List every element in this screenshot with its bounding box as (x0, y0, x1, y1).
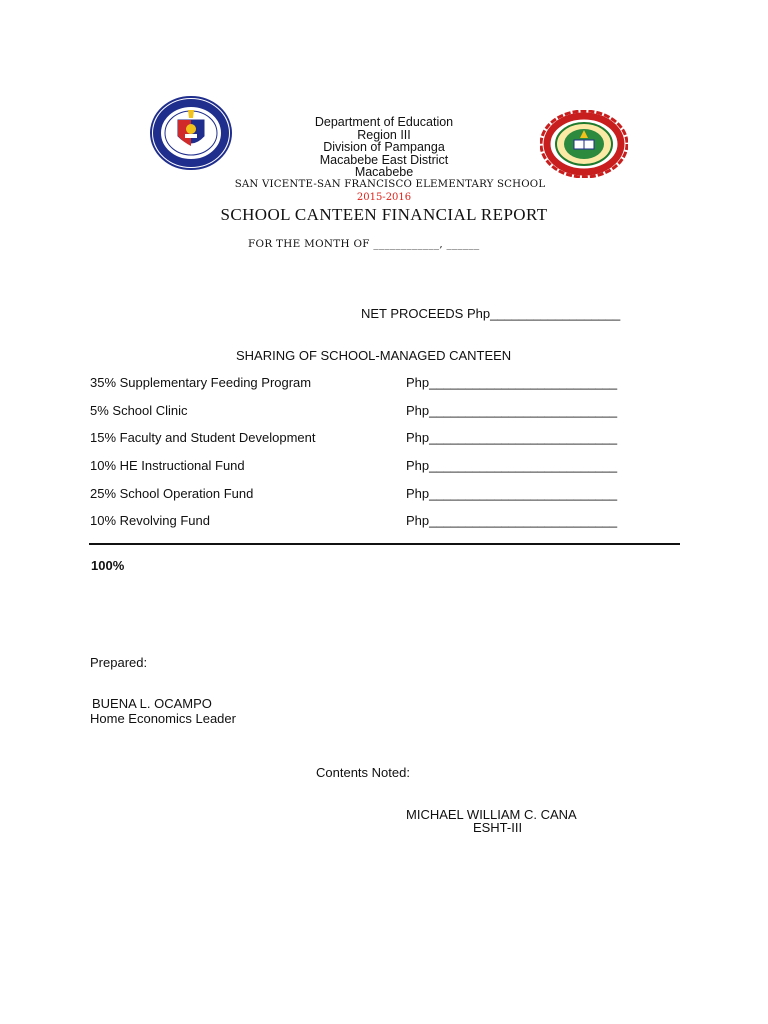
school-seal-logo (540, 110, 628, 178)
total-percent: 100% (91, 558, 125, 573)
deped-seal-logo (150, 96, 232, 170)
header-region: Region III (357, 128, 411, 142)
net-proceeds: NET PROCEEDS Php__________________ (361, 306, 621, 321)
row-php-field: Php__________________________ (406, 513, 618, 528)
row-php-field: Php__________________________ (406, 486, 618, 501)
noted-label: Contents Noted: (316, 765, 410, 780)
noted-position: ESHT-III (472, 820, 523, 835)
sharing-title: SHARING OF SCHOOL-MANAGED CANTEEN (236, 348, 512, 363)
header-district: Macabebe East District (319, 153, 449, 167)
report-title: SCHOOL CANTEEN FINANCIAL REPORT (220, 205, 548, 224)
row-php-field: Php__________________________ (406, 403, 618, 418)
school-year: 2015-2016 (356, 192, 412, 203)
header-municipality: Macabebe (354, 165, 414, 179)
row-label: 35% Supplementary Feeding Program (90, 375, 312, 390)
header-division: Division of Pampanga (323, 140, 445, 154)
month-line: FOR THE MONTH OF ____________, ______ (248, 238, 480, 250)
row-label: 15% Faculty and Student Development (90, 430, 316, 445)
prepared-name: BUENA L. OCAMPO (92, 696, 212, 711)
row-php-field: Php__________________________ (406, 375, 618, 390)
row-label: 10% Revolving Fund (90, 513, 210, 528)
total-divider (89, 543, 680, 545)
row-label: 25% School Operation Fund (90, 486, 254, 501)
row-label: 5% School Clinic (90, 403, 188, 418)
noted-name: MICHAEL WILLIAM C. CANA (406, 807, 577, 822)
prepared-label: Prepared: (90, 655, 148, 670)
row-label: 10% HE Instructional Fund (90, 458, 245, 473)
row-php-field: Php__________________________ (406, 430, 618, 445)
school-name: SAN VICENTE-SAN FRANCISCO ELEMENTARY SCHOOL (234, 179, 546, 190)
prepared-position: Home Economics Leader (90, 711, 236, 726)
row-php-field: Php__________________________ (406, 458, 618, 473)
header-department: Department of Education (314, 115, 454, 129)
